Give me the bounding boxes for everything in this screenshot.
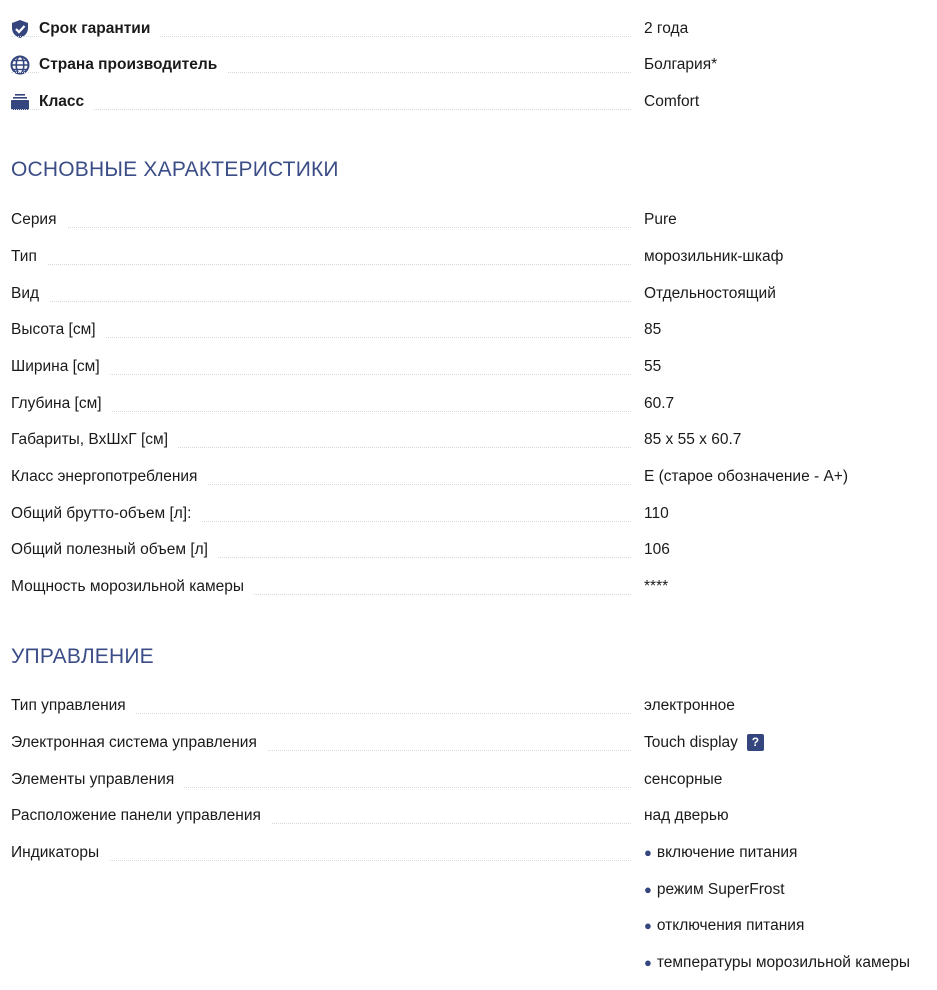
spec-label: Общий полезный объем [л] — [11, 532, 218, 568]
spec-value: 106 — [644, 541, 670, 558]
spec-label: Расположение панели управления — [11, 798, 271, 834]
bullet-icon: ● — [644, 918, 652, 933]
spec-label: Общий брутто-объем [л]: — [11, 496, 201, 532]
spec-value: Touch display — [644, 734, 738, 751]
spec-row — [0, 496, 937, 532]
spec-label: Вид — [11, 276, 49, 312]
spec-label: Габариты, ВхШхГ [см] — [11, 422, 178, 458]
spec-row — [0, 725, 937, 761]
spec-value-with-help — [644, 725, 764, 761]
spec-value: 85 x 55 x 60.7 — [644, 431, 742, 448]
spec-row — [0, 349, 937, 385]
spec-row-country — [0, 47, 937, 83]
spec-row — [0, 386, 937, 422]
spec-value: Болгария* — [644, 56, 718, 73]
spec-label: Электронная система управления — [11, 725, 267, 761]
spec-value: 60.7 — [644, 395, 675, 412]
spec-label: Класс энергопотребления — [11, 459, 207, 495]
spec-value: **** — [644, 578, 669, 595]
spec-value: сенсорные — [644, 771, 723, 788]
spec-label: Элементы управления — [11, 762, 184, 798]
spec-label: Срок гарантии — [39, 11, 160, 47]
spec-value: Отдельностоящий — [644, 285, 776, 302]
bullet-icon: ● — [644, 882, 652, 897]
spec-label: Тип — [11, 239, 47, 275]
help-icon[interactable]: ? — [747, 734, 764, 751]
spec-value: Pure — [644, 211, 677, 228]
spec-value: морозильник-шкаф — [644, 248, 784, 265]
spec-value: 110 — [644, 505, 669, 522]
spec-row — [0, 569, 937, 605]
spec-row-warranty — [0, 11, 937, 47]
spec-label: Ширина [см] — [11, 349, 110, 385]
spec-row — [0, 202, 937, 238]
spec-label: Индикаторы — [11, 835, 109, 871]
spec-row — [0, 688, 937, 724]
indicator-item: ● включение питания — [644, 844, 798, 861]
spec-value: 55 — [644, 358, 662, 375]
spec-label: Тип управления — [11, 688, 136, 724]
section-title-main: ОСНОВНЫЕ ХАРАКТЕРИСТИКИ — [11, 158, 339, 181]
spec-row — [0, 532, 937, 568]
indicator-item: ● температуры морозильной камеры — [644, 954, 911, 971]
spec-row — [0, 312, 937, 348]
spec-label: Серия — [11, 202, 67, 238]
spec-row — [0, 762, 937, 798]
indicator-item: ● режим SuperFrost — [644, 881, 785, 898]
spec-row — [0, 276, 937, 312]
spec-label: Глубина [см] — [11, 386, 112, 422]
spec-label: Высота [см] — [11, 312, 106, 348]
bullet-icon: ● — [644, 955, 652, 970]
spec-value: E (старое обозначение - A+) — [644, 468, 849, 485]
spec-value: 2 года — [644, 20, 689, 37]
section-title-control: УПРАВЛЕНИЕ — [11, 645, 154, 668]
spec-row — [0, 798, 937, 834]
spec-value: Comfort — [644, 93, 700, 110]
spec-label: Класс — [39, 84, 94, 120]
bullet-icon: ● — [644, 845, 652, 860]
spec-row — [0, 422, 937, 458]
spec-value: электронное — [644, 697, 735, 714]
indicator-item: ● отключения питания — [644, 917, 805, 934]
spec-label: Мощность морозильной камеры — [11, 569, 254, 605]
spec-row-class — [0, 84, 937, 120]
spec-row — [0, 459, 937, 495]
spec-row — [0, 239, 937, 275]
spec-label: Страна производитель — [39, 47, 227, 83]
spec-value: 85 — [644, 321, 662, 338]
spec-value: над дверью — [644, 807, 729, 824]
